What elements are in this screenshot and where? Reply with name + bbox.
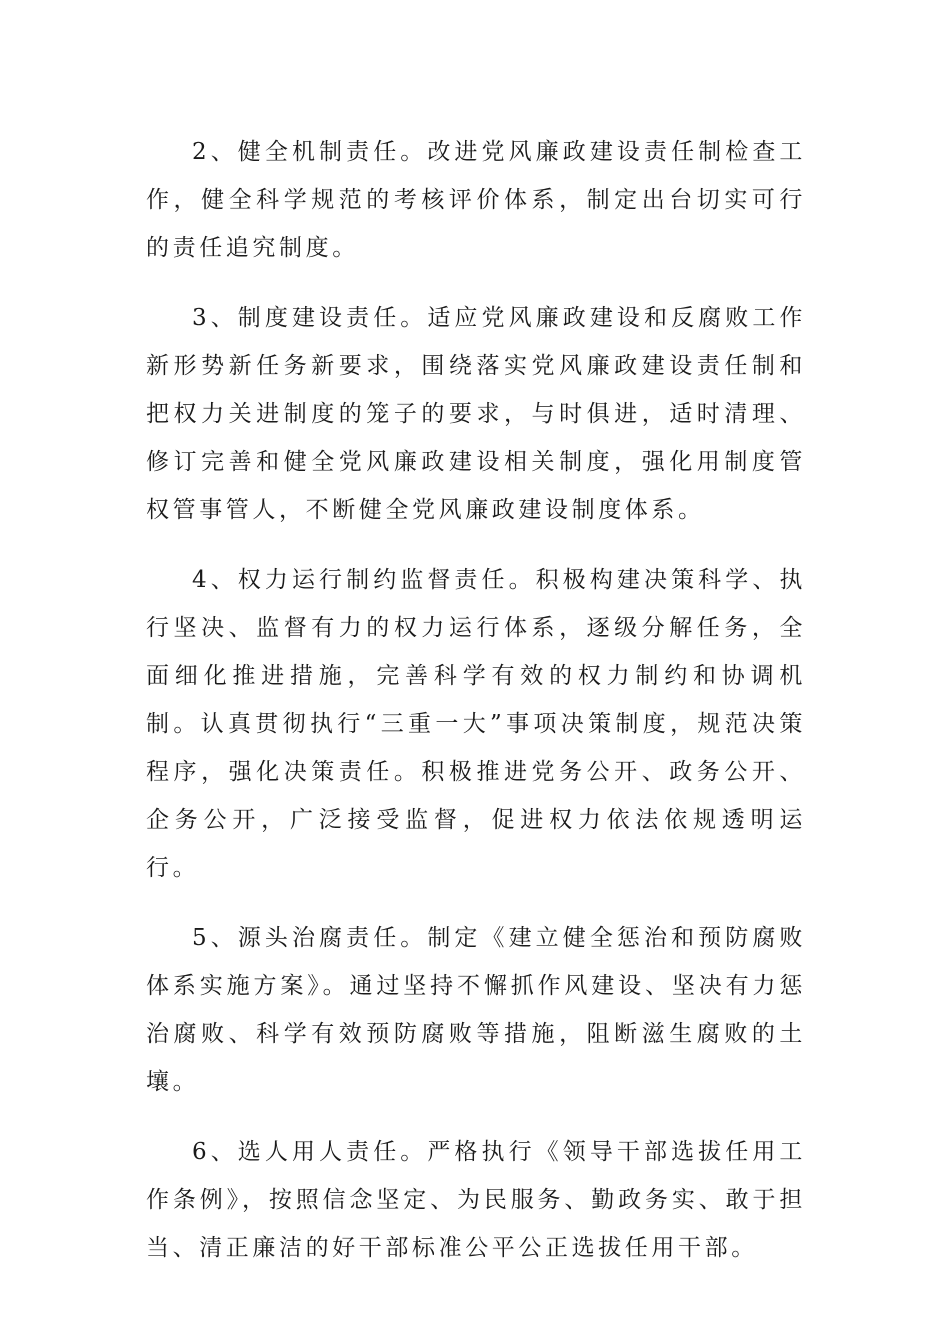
paragraph-system-building-responsibility: 3、制度建设责任。适应党风廉政建设和反腐败工作新形势新任务新要求，围绕落实党风廉政建设责任制和把权力关进制度的笼子的要求，与时俱进，适时清理、修订完善和健全党风廉政建设相关制度，强化用制度管权管事管人，不断健全党风廉政建设制度体系。	[146, 305, 806, 523]
paragraph-mechanism-responsibility: 2、健全机制责任。改进党风廉政建设责任制检查工作，健全科学规范的考核评价体系，制定出台切实可行的责任追究制度。	[146, 139, 806, 261]
paragraph-personnel-selection-responsibility: 6、选人用人责任。严格执行《领导干部选拔任用工作条例》，按照信念坚定、为民服务、勤政务实、敢于担当、清正廉洁的好干部标准公平公正选拔任用干部。	[146, 1139, 806, 1261]
paragraph-power-supervision-responsibility: 4、权力运行制约监督责任。积极构建决策科学、执行坚决、监督有力的权力运行体系，逐级分解任务，全面细化推进措施，完善科学有效的权力制约和协调机制。认真贯彻执行“三重一大”事项决策制度，规范决策程序，强化决策责任。积极推进党务公开、政务公开、企务公开，广泛接受监督，促进权力依法依规透明运行。	[146, 567, 806, 881]
paragraph-source-anticorruption-responsibility: 5、源头治腐责任。制定《建立健全惩治和预防腐败体系实施方案》。通过坚持不懈抓作风建设、坚决有力惩治腐败、科学有效预防腐败等措施，阻断滋生腐败的土壤。	[146, 925, 806, 1095]
document-body	[146, 128, 806, 1294]
